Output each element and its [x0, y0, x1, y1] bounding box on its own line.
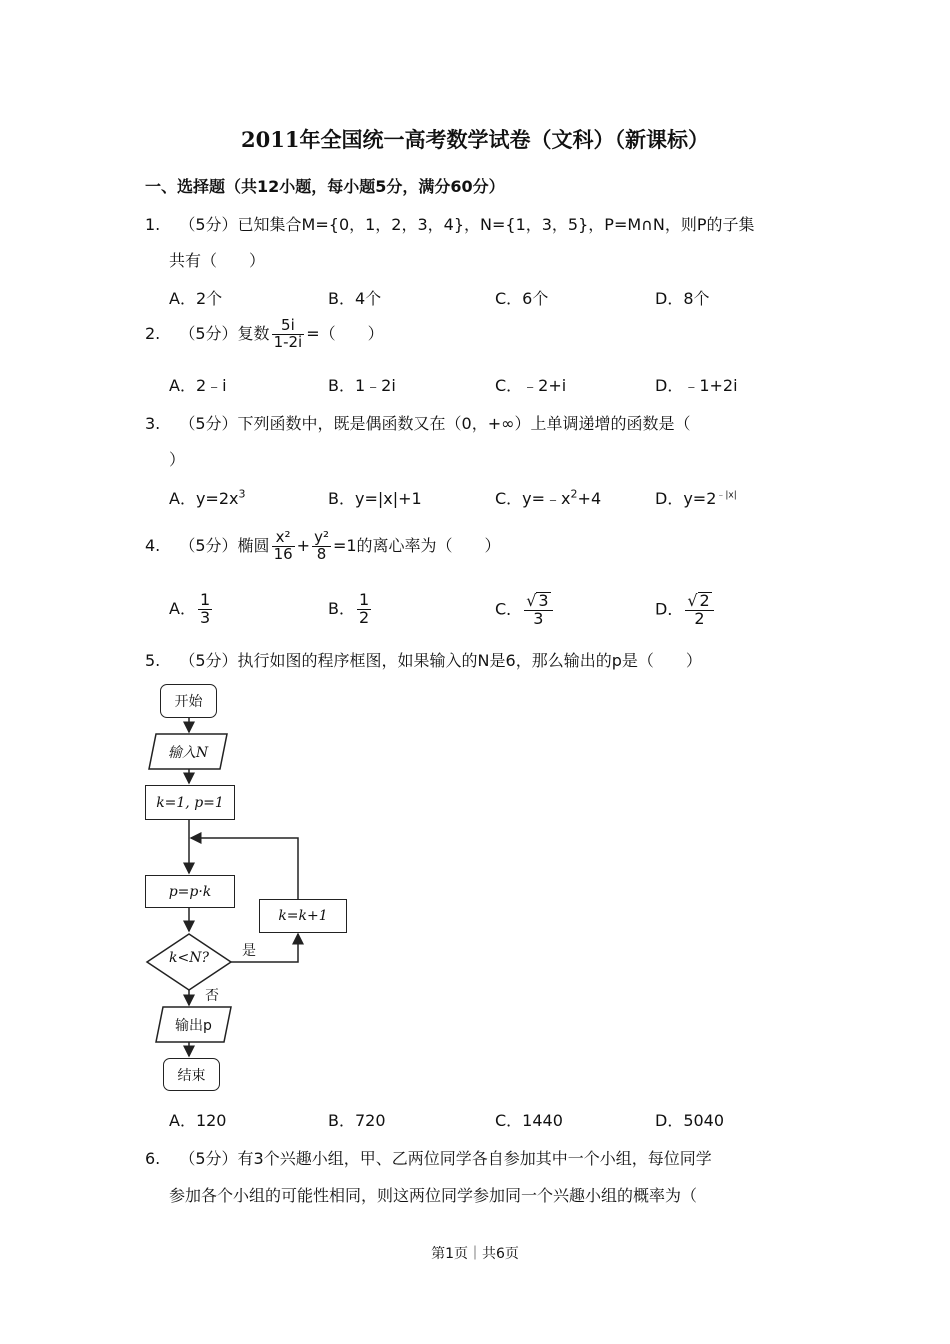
option-label: A．: [169, 598, 196, 618]
question-text: 椭圆: [237, 535, 270, 555]
fraction-denominator: 1-2i: [273, 332, 303, 351]
fraction-numerator: 1: [358, 590, 370, 609]
question-text: 复数: [237, 323, 270, 343]
option-a: A．120: [169, 1111, 227, 1130]
option-c: C．6个: [495, 289, 549, 308]
fraction-numerator: x²: [272, 530, 295, 547]
flowchart-init: k=1, p=1: [145, 785, 235, 820]
option-label: D．: [655, 599, 684, 619]
flowchart-no-label: 否: [205, 988, 219, 1004]
flowchart-input: 输入N: [167, 744, 209, 761]
option-text: A．y=2x: [169, 489, 239, 508]
option-d: D．5040: [655, 1111, 725, 1130]
fraction-denominator: 2: [694, 608, 705, 628]
question-score: （5分）: [179, 414, 238, 433]
option-b: B．y=|x|+1: [328, 489, 422, 508]
superscript: ﹣|x|: [716, 490, 737, 501]
flowchart-output: 输出p: [175, 1017, 212, 1034]
question-score: （5分）: [179, 323, 238, 343]
option-b: B．4个: [328, 289, 382, 308]
sqrt-radicand: 3: [538, 591, 549, 610]
question-number: 3.: [145, 414, 161, 433]
flowchart-increment: k=k+1: [259, 899, 347, 933]
question-number: 4.: [145, 535, 161, 555]
flowchart-end: 结束: [163, 1058, 220, 1091]
fraction-denominator: 3: [533, 608, 544, 628]
question-3-line2: ）: [169, 450, 186, 469]
section-heading: 一、选择题（共12小题，每小题5分，满分60分）: [145, 177, 505, 196]
option-c: C．1440: [495, 1111, 563, 1130]
fraction-denominator: 2: [358, 607, 370, 627]
flowchart-start: 开始: [160, 684, 217, 718]
question-text: 有3个兴趣小组，甲、乙两位同学各自参加其中一个小组，每位同学: [237, 1149, 712, 1168]
fraction-numerator: √ 3: [524, 592, 552, 611]
option-b: B．1﹣2i: [328, 376, 396, 395]
plus-sign: +: [296, 535, 311, 555]
option-d: D．﹣1+2i: [655, 376, 738, 395]
fraction-denominator: 3: [199, 607, 211, 627]
question-score: （5分）: [179, 651, 238, 670]
fraction-numerator: 1: [199, 590, 211, 609]
option-a: A．2﹣i: [169, 376, 227, 395]
option-c: C．﹣2+i: [495, 376, 567, 395]
question-number: 6.: [145, 1149, 161, 1168]
superscript: 2: [570, 487, 578, 501]
page-title: 2011年全国统一高考数学试卷（文科）（新课标）: [241, 127, 709, 152]
option-d: D．8个: [655, 289, 710, 308]
option-label: C．: [495, 599, 523, 619]
question-text-tail: =（ ）: [306, 323, 384, 343]
flowchart-decision: k<N?: [169, 950, 209, 966]
question-score: （5分）: [179, 1149, 238, 1168]
question-text: 已知集合M={0，1，2，3，4}，N={1，3，5}，P=M∩N，则P的子集: [237, 215, 755, 234]
fraction-denominator: 16: [273, 544, 293, 563]
question-1-line2: 共有（ ）: [169, 251, 266, 270]
question-number: 2.: [145, 323, 161, 343]
option-text: D．y=2: [655, 489, 717, 508]
page-footer: 第1页｜共6页: [431, 1246, 519, 1262]
sqrt-radicand: 2: [699, 591, 710, 610]
question-number: 1.: [145, 215, 161, 234]
option-b: B．720: [328, 1111, 386, 1130]
option-text: C．y=﹣x: [495, 489, 571, 508]
option-label: B．: [328, 598, 355, 618]
flowchart-yes-label: 是: [242, 943, 256, 959]
fraction-numerator: √ 2: [685, 592, 713, 611]
option-a: A．2个: [169, 289, 223, 308]
question-6: [145, 1146, 712, 1169]
question-number: 5.: [145, 651, 161, 670]
fraction-denominator: 8: [316, 544, 327, 563]
flowchart-assign: p=p·k: [145, 875, 235, 908]
question-score: （5分）: [179, 535, 238, 555]
question-text-tail: =1的离心率为（ ）: [332, 535, 501, 555]
question-text: 执行如图的程序框图，如果输入的N是6，那么输出的p是（ ）: [237, 651, 702, 670]
superscript: 3: [238, 487, 246, 501]
question-text: 下列函数中，既是偶函数又在（0，+∞）上单调递增的函数是（: [237, 414, 691, 433]
question-score: （5分）: [179, 215, 238, 234]
question-6-line2: 参加各个小组的可能性相同，则这两位同学参加同一个兴趣小组的概率为（: [169, 1186, 698, 1205]
fraction-numerator: y²: [314, 528, 329, 546]
fraction-numerator: 5i: [272, 318, 305, 335]
option-text-tail: +4: [577, 489, 602, 508]
